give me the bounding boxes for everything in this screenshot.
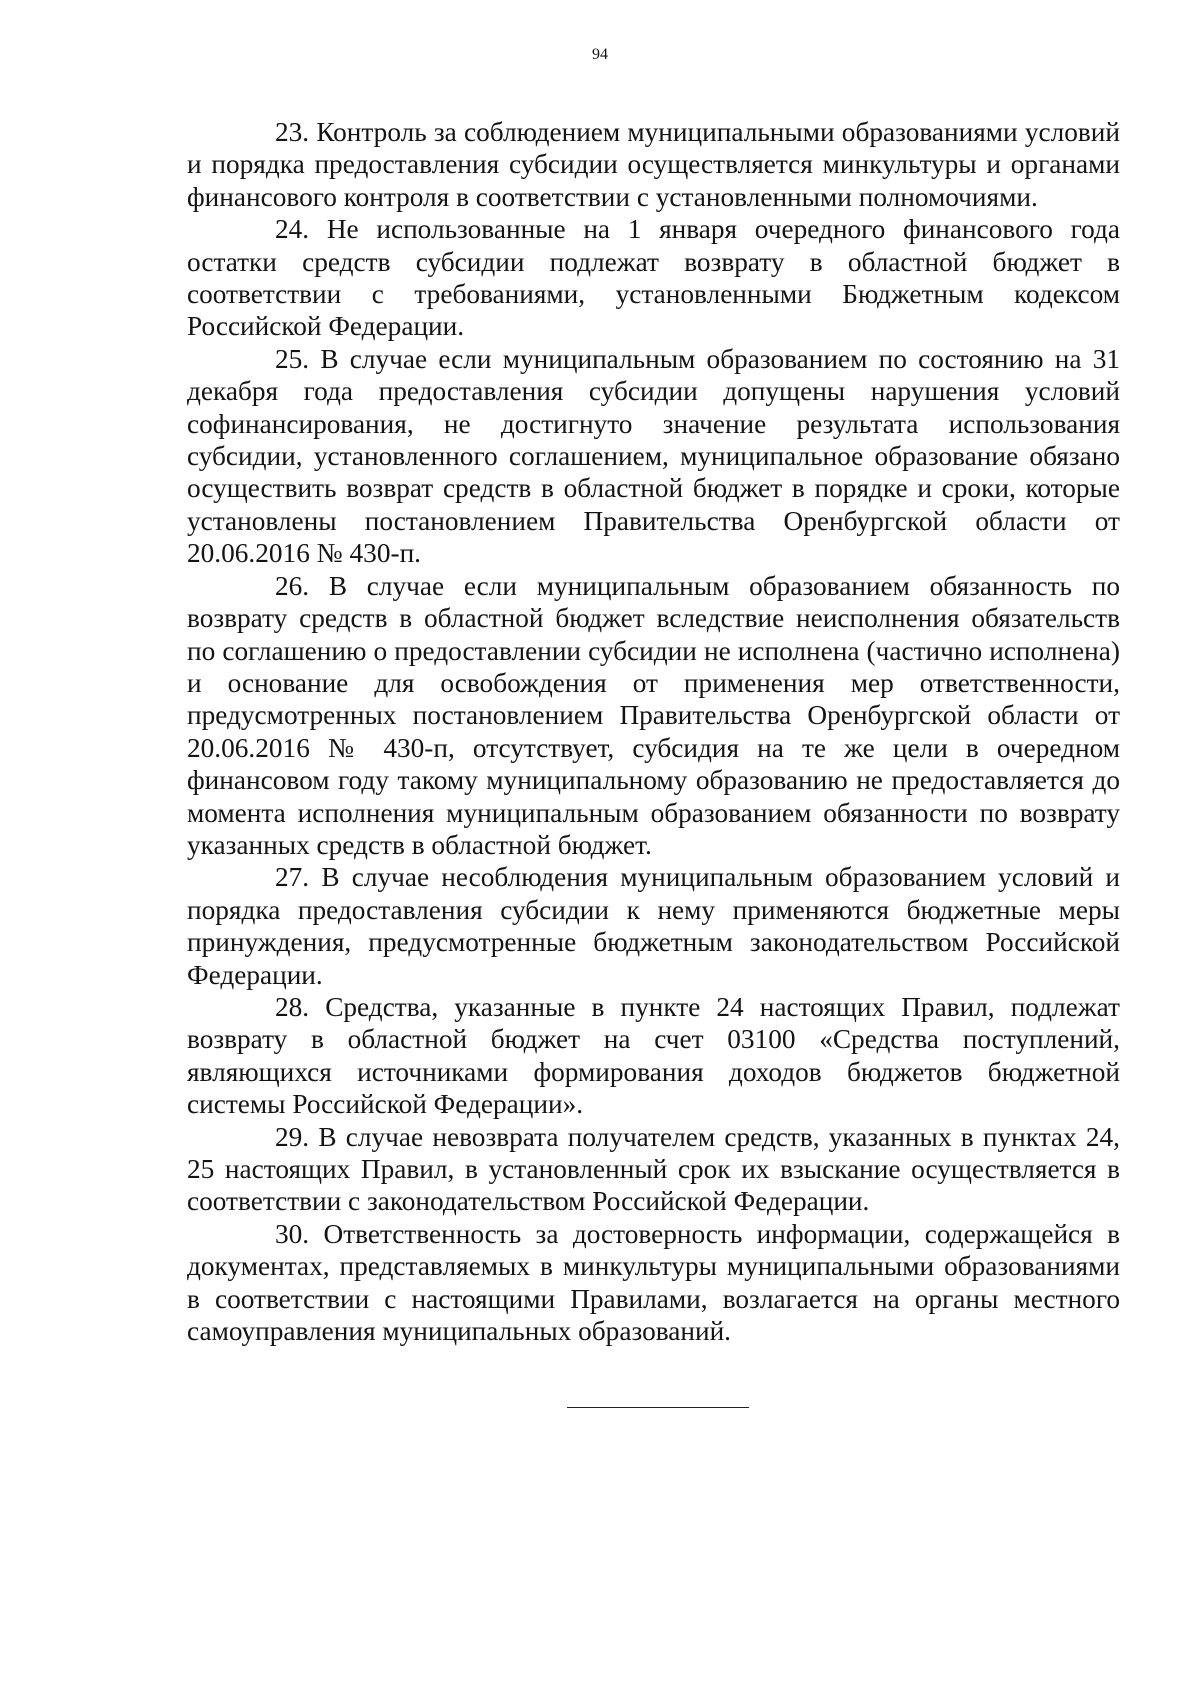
- end-divider: [567, 1407, 749, 1408]
- page-number: 94: [592, 46, 608, 63]
- paragraph-30: 30. Ответственность за достоверность информации, содержащейся в документах, представляемых в минкультуры муниципальными образованиями в соответствии с настоящими Правилами, возлагается на органы местного самоуправления муниципальных образований.: [187, 1218, 1120, 1347]
- paragraph-23: 23. Контроль за соблюдением муниципальными образованиями условий и порядка предоставления субсидии осуществляется минкультуры и органами финансового контроля в соответствии с установленными полномочиями.: [187, 117, 1120, 212]
- paragraph-26: 26. В случае если муниципальным образованием обязанность по возврату средств в областной бюджет вследствие неисполнения обязательств по соглашению о предоставлении субсидии не исполнена (частично исполнена) и основание для освобождения от применения мер ответственности, предусмотренных постановлением Правительства Оренбургской области от 20.06.2016 № 430-п, отсутствует, субсидия на те же цели в очередном финансовом году такому муниципальному образованию не предоставляется до момента исполнения муниципальным образованием обязанности по возврату указанных средств в областной бюджет.: [187, 570, 1120, 860]
- paragraph-25: 25. В случае если муниципальным образованием по состоянию на 31 декабря года предоставления субсидии допущены нарушения условий софинансирования, не достигнуто значение результата использования субсидии, установленного соглашением, муниципальное образование обязано осуществить возврат средств в областной бюджет в порядке и сроки, которые установлены постановлением Правительства Оренбургской области от 20.06.2016 № 430-п.: [187, 343, 1120, 569]
- paragraph-27: 27. В случае несоблюдения муниципальным образованием условий и порядка предоставления субсидии к нему применяются бюджетные меры принуждения, предусмотренные бюджетным законодательством Российской Федерации.: [187, 862, 1120, 990]
- document-body: [187, 116, 1120, 1347]
- paragraph-24: 24. Не использованные на 1 января очередного финансового года остатки средств субсидии подлежат возврату в областной бюджет в соответствии с требованиями, установленными Бюджетным кодексом Российской Федерации.: [187, 214, 1120, 342]
- paragraph-28: 28. Средства, указанные в пункте 24 настоящих Правил, подлежат возврату в областной бюджет на счет 03100 «Средства поступлений, являющихся источниками формирования доходов бюджетов бюджетной системы Российской Федерации».: [187, 991, 1120, 1120]
- paragraph-29: 29. В случае невозврата получателем средств, указанных в пунктах 24, 25 настоящих Правил, в установленный срок их взыскание осуществляется в соответствии с законодательством Российской Федерации.: [187, 1121, 1120, 1217]
